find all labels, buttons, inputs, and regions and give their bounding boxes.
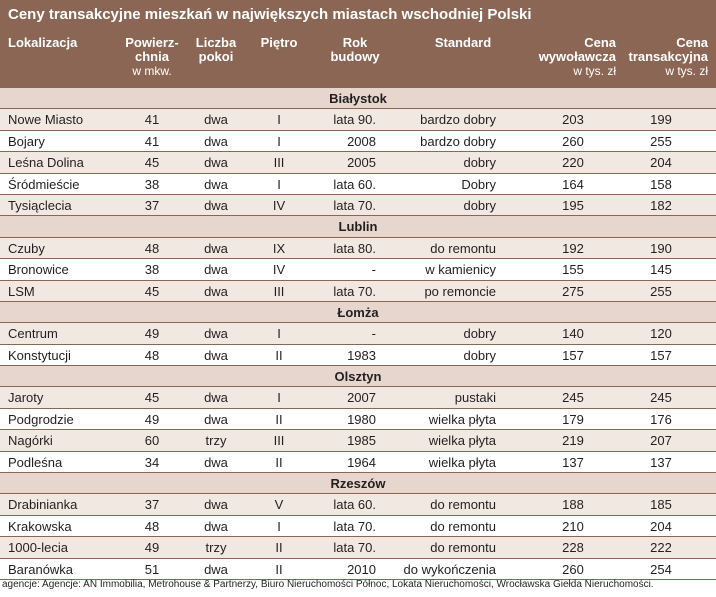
cell-powierzchnia: 45 (144, 155, 160, 171)
cell-lokalizacja: LSM (8, 283, 35, 299)
cell-cena-wywolawcza: 260 (562, 133, 584, 149)
table-row (0, 152, 716, 173)
cell-cena-wywolawcza: 192 (562, 240, 584, 256)
cell-rok-budowy: 2007 (347, 390, 376, 406)
city-name: Łomża (337, 304, 379, 320)
title-bar (0, 0, 716, 31)
table-row (0, 409, 716, 430)
cell-standard: pustaki (454, 390, 496, 406)
cell-lokalizacja: 1000-lecia (8, 540, 68, 556)
cell-standard: do wykończenia (403, 561, 496, 577)
cell-liczba-pokoi: dwa (204, 390, 228, 406)
cell-cena-wywolawcza: 203 (562, 112, 584, 128)
cell-standard: bardzo dobry (420, 133, 496, 149)
cell-rok-budowy: 2010 (347, 561, 376, 577)
header-rok-budowy: Rok budowy (330, 35, 380, 64)
cell-liczba-pokoi: dwa (204, 155, 228, 171)
cell-powierzchnia: 51 (144, 561, 160, 577)
cell-pietro: I (277, 390, 281, 406)
cell-pietro: II (275, 454, 283, 470)
cell-rok-budowy: lata 70. (333, 518, 376, 534)
cell-pietro: II (275, 561, 283, 577)
cell-rok-budowy: lata 70. (333, 197, 376, 213)
cell-standard: Dobry (461, 176, 496, 192)
cell-rok-budowy: lata 70. (333, 540, 376, 556)
cell-liczba-pokoi: dwa (204, 240, 228, 256)
cell-powierzchnia: 34 (144, 454, 160, 470)
cell-lokalizacja: Bojary (8, 133, 45, 149)
cell-powierzchnia: 49 (144, 540, 160, 556)
cell-lokalizacja: Bronowice (8, 262, 69, 278)
cell-cena-wywolawcza: 179 (562, 411, 584, 427)
cell-rok-budowy: lata 80. (333, 240, 376, 256)
cell-standard: dobry (463, 197, 496, 213)
cell-cena-wywolawcza: 164 (562, 176, 584, 192)
cell-powierzchnia: 45 (144, 390, 160, 406)
cell-cena-wywolawcza: 155 (562, 262, 584, 278)
cell-lokalizacja: Krakowska (8, 518, 72, 534)
cell-cena-transakcyjna: 207 (650, 433, 672, 449)
cell-liczba-pokoi: dwa (204, 283, 228, 299)
cell-liczba-pokoi: dwa (204, 561, 228, 577)
table-header (0, 31, 716, 88)
cell-cena-transakcyjna: 222 (650, 540, 672, 556)
table-row (0, 323, 716, 344)
cell-lokalizacja: Konstytucji (8, 347, 71, 363)
cell-pietro: III (273, 283, 285, 299)
cell-cena-transakcyjna: 204 (650, 155, 672, 171)
cell-rok-budowy: - (371, 326, 376, 342)
cell-cena-transakcyjna: 182 (650, 197, 672, 213)
table-row (0, 387, 716, 408)
cell-cena-transakcyjna: 255 (650, 133, 672, 149)
cell-lokalizacja: Drabinianka (8, 497, 78, 513)
cell-rok-budowy: 2005 (347, 155, 376, 171)
cell-cena-wywolawcza: 210 (562, 518, 584, 534)
cell-powierzchnia: 38 (144, 176, 160, 192)
cell-lokalizacja: Centrum (8, 326, 58, 342)
city-header-row (0, 366, 716, 387)
city-name: Olsztyn (334, 369, 382, 385)
cell-pietro: I (277, 112, 281, 128)
cell-lokalizacja: Nowe Miasto (8, 112, 84, 128)
cell-liczba-pokoi: dwa (204, 112, 228, 128)
cell-cena-wywolawcza: 245 (562, 390, 584, 406)
cell-rok-budowy: lata 60. (333, 176, 376, 192)
cell-cena-transakcyjna: 120 (650, 326, 672, 342)
header-lokalizacja: Lokalizacja (8, 35, 78, 50)
table-row (0, 559, 716, 580)
cell-standard: do remontu (430, 497, 496, 513)
cell-lokalizacja: Podleśna (8, 454, 63, 470)
cell-cena-wywolawcza: 260 (562, 561, 584, 577)
cell-standard: dobry (463, 347, 496, 363)
table-row (0, 109, 716, 130)
cell-pietro: I (277, 176, 281, 192)
table-row (0, 195, 716, 216)
header-pietro: Piętro (260, 35, 298, 50)
cell-liczba-pokoi: dwa (204, 454, 228, 470)
cell-pietro: IV (272, 262, 286, 278)
cell-powierzchnia: 48 (144, 240, 160, 256)
cell-liczba-pokoi: dwa (204, 133, 228, 149)
cell-cena-wywolawcza: 220 (562, 155, 584, 171)
cell-cena-wywolawcza: 195 (562, 197, 584, 213)
cell-standard: dobry (463, 155, 496, 171)
table-title: Ceny transakcyjne mieszkań w największych miastach wschodniej Polski (8, 6, 532, 23)
cell-standard: do remontu (430, 540, 496, 556)
cell-rok-budowy: lata 70. (333, 283, 376, 299)
cell-pietro: V (274, 497, 284, 513)
cell-powierzchnia: 38 (144, 262, 160, 278)
cell-standard: wielka płyta (428, 411, 496, 427)
cell-standard: w kamienicy (425, 262, 496, 278)
table-row (0, 430, 716, 451)
cell-cena-transakcyjna: 199 (650, 112, 672, 128)
city-name: Rzeszów (330, 476, 386, 492)
cell-powierzchnia: 37 (144, 497, 160, 513)
cell-pietro: II (275, 411, 283, 427)
city-header-row (0, 216, 716, 237)
cell-lokalizacja: Nagórki (8, 433, 53, 449)
cell-rok-budowy: - (371, 262, 376, 278)
table-row (0, 238, 716, 259)
city-name: Białystok (329, 91, 387, 106)
cell-cena-transakcyjna: 185 (650, 497, 672, 513)
table-row (0, 452, 716, 473)
header-powierzchnia: Powierz- chnia w mkw. (125, 35, 179, 78)
cell-cena-wywolawcza: 157 (562, 347, 584, 363)
cell-standard: dobry (463, 326, 496, 342)
cell-cena-wywolawcza: 188 (562, 497, 584, 513)
table-row (0, 259, 716, 280)
cell-pietro: I (277, 518, 281, 534)
cell-cena-transakcyjna: 145 (650, 262, 672, 278)
cell-powierzchnia: 48 (144, 347, 160, 363)
cell-cena-transakcyjna: 137 (650, 454, 672, 470)
cell-cena-transakcyjna: 157 (650, 347, 672, 363)
cell-lokalizacja: Baranówka (8, 561, 74, 577)
table-row (0, 345, 716, 366)
cell-pietro: II (275, 540, 283, 556)
table-row (0, 494, 716, 515)
cell-standard: do remontu (430, 240, 496, 256)
table-body (0, 88, 716, 580)
cell-cena-transakcyjna: 245 (650, 390, 672, 406)
cell-powierzchnia: 37 (144, 197, 160, 213)
cell-liczba-pokoi: dwa (204, 411, 228, 427)
cell-standard: wielka płyta (428, 454, 496, 470)
cell-cena-transakcyjna: 190 (650, 240, 672, 256)
cell-standard: wielka płyta (428, 433, 496, 449)
cell-cena-wywolawcza: 219 (562, 433, 584, 449)
cell-liczba-pokoi: dwa (204, 347, 228, 363)
cell-standard: do remontu (430, 518, 496, 534)
cell-liczba-pokoi: dwa (204, 326, 228, 342)
cell-rok-budowy: 1983 (347, 347, 376, 363)
cell-cena-wywolawcza: 228 (562, 540, 584, 556)
cell-rok-budowy: 1980 (347, 411, 376, 427)
cell-cena-wywolawcza: 140 (562, 326, 584, 342)
cell-standard: po remoncie (424, 283, 496, 299)
cell-lokalizacja: Tysiąclecia (8, 197, 72, 213)
cell-pietro: I (277, 133, 281, 149)
cell-cena-wywolawcza: 137 (562, 454, 584, 470)
cell-rok-budowy: 2008 (347, 133, 376, 149)
cell-powierzchnia: 48 (144, 518, 160, 534)
source-footnote: agencje: Agencje: AN Immobilia, Metrohouse & Partnerzy, Biuro Nieruchomości Północ, Lokata Nieruchomości, Wrocławska Giełda Nieruchomości. (2, 579, 654, 590)
cell-pietro: IV (272, 197, 286, 213)
cell-pietro: I (277, 326, 281, 342)
cell-cena-transakcyjna: 158 (650, 176, 672, 192)
cell-pietro: IX (272, 240, 286, 256)
cell-cena-transakcyjna: 254 (650, 561, 672, 577)
cell-powierzchnia: 41 (144, 112, 160, 128)
cell-liczba-pokoi: trzy (205, 433, 227, 449)
cell-liczba-pokoi: dwa (204, 197, 228, 213)
cell-pietro: III (273, 155, 285, 171)
table-row (0, 516, 716, 537)
cell-liczba-pokoi: dwa (204, 518, 228, 534)
cell-rok-budowy: lata 90. (333, 112, 376, 128)
cell-liczba-pokoi: dwa (204, 497, 228, 513)
table-row (0, 281, 716, 302)
cell-lokalizacja: Śródmieście (8, 176, 80, 192)
cell-rok-budowy: lata 60. (333, 497, 376, 513)
city-name: Lublin (338, 219, 378, 235)
header-standard: Standard (434, 35, 492, 50)
cell-liczba-pokoi: dwa (204, 176, 228, 192)
cell-liczba-pokoi: dwa (204, 262, 228, 278)
table-row (0, 537, 716, 558)
header-cena-transakcyjna: Cena transakcyjna w tys. zł (628, 35, 708, 78)
cell-cena-transakcyjna: 176 (650, 411, 672, 427)
cell-powierzchnia: 41 (144, 133, 160, 149)
cell-pietro: III (273, 433, 285, 449)
cell-lokalizacja: Leśna Dolina (8, 155, 84, 171)
cell-pietro: II (275, 347, 283, 363)
city-header-row (0, 473, 716, 494)
table-row (0, 131, 716, 152)
cell-lokalizacja: Podgrodzie (8, 411, 74, 427)
cell-powierzchnia: 49 (144, 326, 160, 342)
cell-liczba-pokoi: trzy (205, 540, 227, 556)
city-header-row (0, 302, 716, 323)
cell-cena-transakcyjna: 255 (650, 283, 672, 299)
cell-powierzchnia: 49 (144, 411, 160, 427)
cell-lokalizacja: Czuby (8, 240, 45, 256)
cell-rok-budowy: 1964 (347, 454, 376, 470)
cell-cena-wywolawcza: 275 (562, 283, 584, 299)
cell-rok-budowy: 1985 (347, 433, 376, 449)
table-row (0, 174, 716, 195)
header-liczba-pokoi: Liczba pokoi (195, 35, 237, 64)
header-cena-wywolawcza: Cena wywoławcza w tys. zł (538, 35, 616, 78)
cell-powierzchnia: 60 (144, 433, 160, 449)
cell-cena-transakcyjna: 204 (650, 518, 672, 534)
cell-lokalizacja: Jaroty (8, 390, 44, 406)
cell-standard: bardzo dobry (420, 112, 496, 128)
cell-powierzchnia: 45 (144, 283, 160, 299)
city-header-row (0, 88, 716, 109)
